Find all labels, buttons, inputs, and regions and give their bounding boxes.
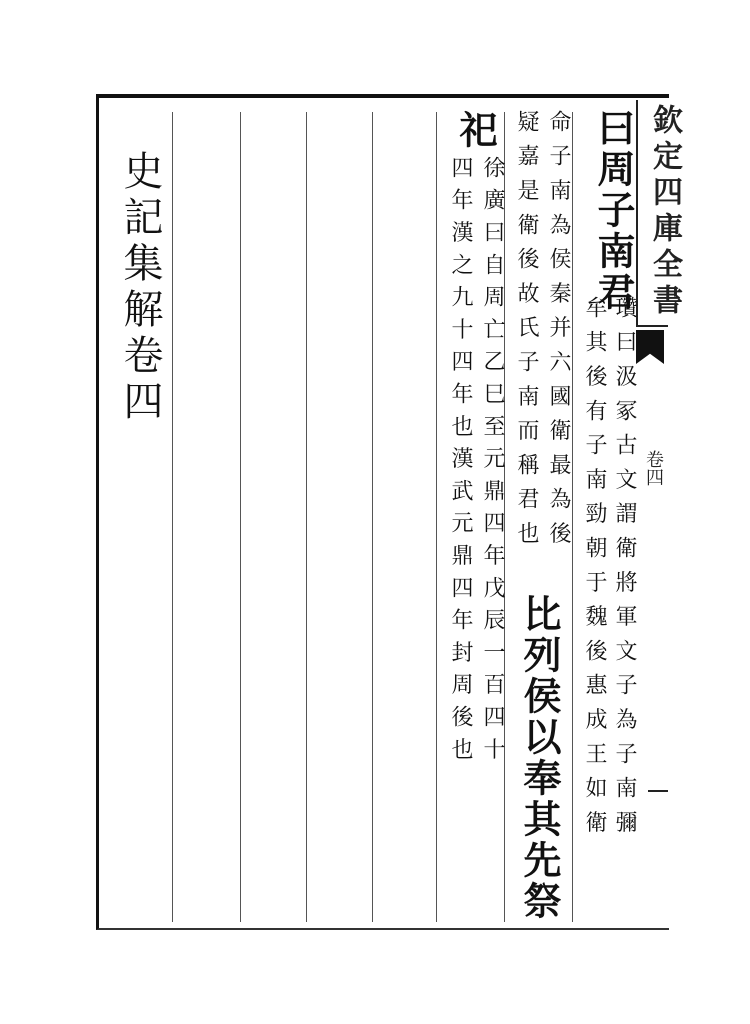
edge-divider — [648, 790, 668, 792]
column-rule — [436, 112, 437, 922]
text-column-annotation: 命子南為侯秦并六國衛最為後 — [546, 110, 571, 556]
text-column-main: 比列侯以奉其先祭 — [517, 594, 562, 922]
text-column-annotation: 疑嘉是衛後故氏子南而稱君也 — [514, 110, 539, 556]
text-column-main: 祀 — [453, 110, 498, 151]
text-column-annotation: 四年漢之九十四年也漢武元鼎四年封周後也 — [448, 156, 473, 770]
edge-volume-label: 卷四 — [643, 450, 664, 486]
column-rule — [306, 112, 307, 922]
column-rule — [240, 112, 241, 922]
page-title: 史記集解卷四 — [117, 150, 163, 426]
edge-book-title: 欽定四庫全書 — [647, 104, 682, 320]
column-rule — [372, 112, 373, 922]
text-column-heading: 曰周子南君 — [591, 108, 636, 313]
text-column-annotation: 徐廣曰自周亡乙巳至元鼎四年戊辰一百四十 — [480, 156, 505, 770]
column-rule — [172, 112, 173, 922]
text-column-annotation: 牟其後有子南勁朝于魏後惠成王如衛 — [582, 296, 607, 845]
text-column-annotation: 瓚曰汲冢古文謂衛將軍文子為子南彌 — [612, 296, 637, 845]
